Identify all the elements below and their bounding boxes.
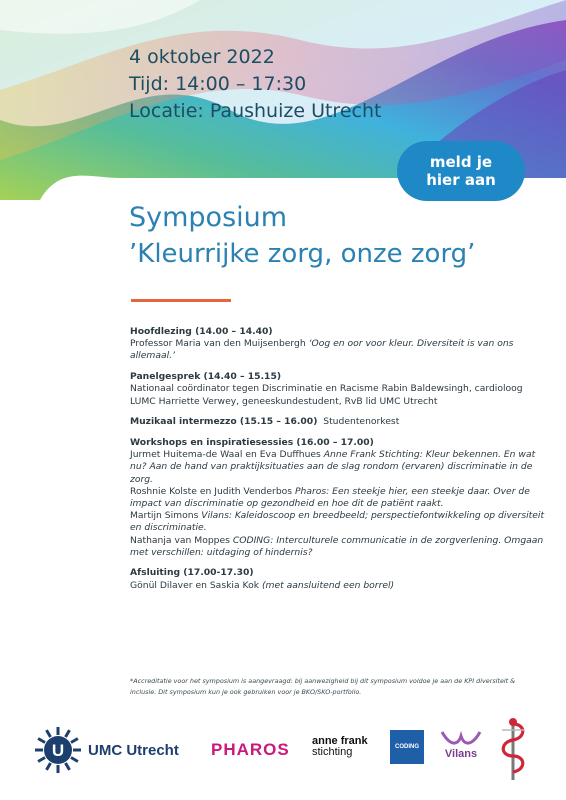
program-list — [130, 326, 550, 600]
event-date: 4 oktober 2022 — [129, 46, 275, 68]
program-workshops — [130, 437, 550, 559]
vilans-logo-text: Vilans — [444, 748, 478, 760]
page-title — [129, 200, 475, 272]
register-button-line1: meld je — [429, 153, 493, 171]
umc-logo-text: UMC Utrecht — [88, 741, 179, 759]
workshop-detail: Anne Frank Stichting: Kleur bekennen. En wat nu? Aan de hand van praktijksituaties aan de slag rondom (ervaren) discriminatie in de zorg. — [130, 449, 536, 485]
workshop-detail: Pharos: Een steekje hier, een steekje daar. Over de impact van discriminatie op gezondheid en hoe dit de patiënt raakt. — [130, 485, 530, 509]
workshop-item — [130, 449, 550, 486]
panel-heading: Panelgesprek (14.40 – 15.15) — [130, 371, 282, 383]
coding-logo — [390, 730, 424, 764]
workshop-speaker: Nathanja van Moppes — [130, 534, 233, 546]
register-button[interactable] — [397, 141, 525, 201]
title-line2: ’Kleurrijke zorg, onze zorg’ — [129, 239, 476, 269]
medical-emblem-logo — [496, 716, 530, 782]
closing-heading: Afsluiting (17.00-17.30) — [130, 567, 254, 579]
keynote-talk: ‘Oog en oor voor kleur. Diversiteit is van ons allemaal.’ — [130, 338, 514, 362]
workshop-detail: CODING: Interculturele communicatie in de zorgverlening. Omgaan met verschillen: uitdaging of hindernis? — [130, 534, 544, 558]
vilans-logo — [440, 728, 482, 760]
workshop-speaker: Roshnie Kolste en Judith Venderbos — [130, 485, 295, 497]
coding-logo-text: CODING — [395, 744, 419, 750]
event-details — [129, 44, 381, 125]
workshop-detail: Vilans: Kaleidoscoop en breedbeeld; perspectiefontwikkeling op diversiteit en discriminatie. — [130, 510, 545, 534]
workshop-item — [130, 535, 550, 559]
partner-logos — [0, 714, 566, 784]
anne-frank-logo — [312, 736, 368, 758]
closing-speakers: Gönül Dilaver en Saskia Kok — [130, 579, 262, 591]
workshop-speaker: Martijn Simons — [130, 510, 202, 522]
program-panel — [130, 371, 550, 408]
vilans-swoosh-icon — [440, 728, 482, 748]
umc-utrecht-logo — [34, 726, 179, 774]
title-divider — [131, 299, 231, 302]
music-performer: Studentenorkest — [323, 416, 400, 428]
program-closing — [130, 567, 550, 591]
title-line1: Symposium — [129, 202, 288, 233]
caduceus-icon — [496, 716, 530, 782]
program-music — [130, 416, 550, 428]
music-heading: Muzikaal intermezzo (15.15 – 16.00) — [130, 416, 318, 428]
pharos-logo — [211, 740, 290, 760]
workshop-speaker: Jurmet Huitema-de Waal en Eva Duffhues — [130, 449, 324, 461]
program-keynote — [130, 326, 550, 363]
event-location: Locatie: Paushuize Utrecht — [129, 100, 382, 122]
keynote-speaker: Professor Maria van den Muijsenbergh — [130, 338, 309, 350]
keynote-text — [130, 338, 550, 362]
event-time: Tijd: 14:00 – 17:30 — [129, 73, 307, 95]
pharos-logo-text: PHAROS — [211, 740, 290, 759]
register-button-line2: hier aan — [426, 171, 496, 189]
keynote-heading: Hoofdlezing (14.00 – 14.40) — [130, 326, 273, 337]
anne-frank-line2: stichting — [312, 746, 353, 758]
closing-note: (met aansluitend een borrel) — [261, 579, 395, 591]
workshops-heading: Workshops en inspiratiesessies (16.00 – 17.00) — [130, 436, 374, 448]
closing-text — [130, 580, 550, 592]
umc-mark-letter: U — [51, 741, 65, 760]
umc-emblem-icon — [34, 726, 82, 774]
workshop-item — [130, 510, 550, 534]
panel-text: Nationaal coördinator tegen Discriminatie en Racisme Rabin Baldewsingh, cardioloog LUMC Harriette Verwey, geneeskundestudent, RvB lid UMC Utrecht — [130, 383, 523, 407]
accreditation-footnote: *Accreditatie voor het symposium is aangevraagd: bij aanwezigheid bij dit symposium voldoe je aan de KPI diversiteit & inclusie. Dit symposium kun je ook gebruiken voor je BKO/SKO-portfolio. — [130, 677, 516, 696]
anne-frank-line1: anne frank — [312, 735, 368, 747]
workshop-item — [130, 486, 550, 510]
